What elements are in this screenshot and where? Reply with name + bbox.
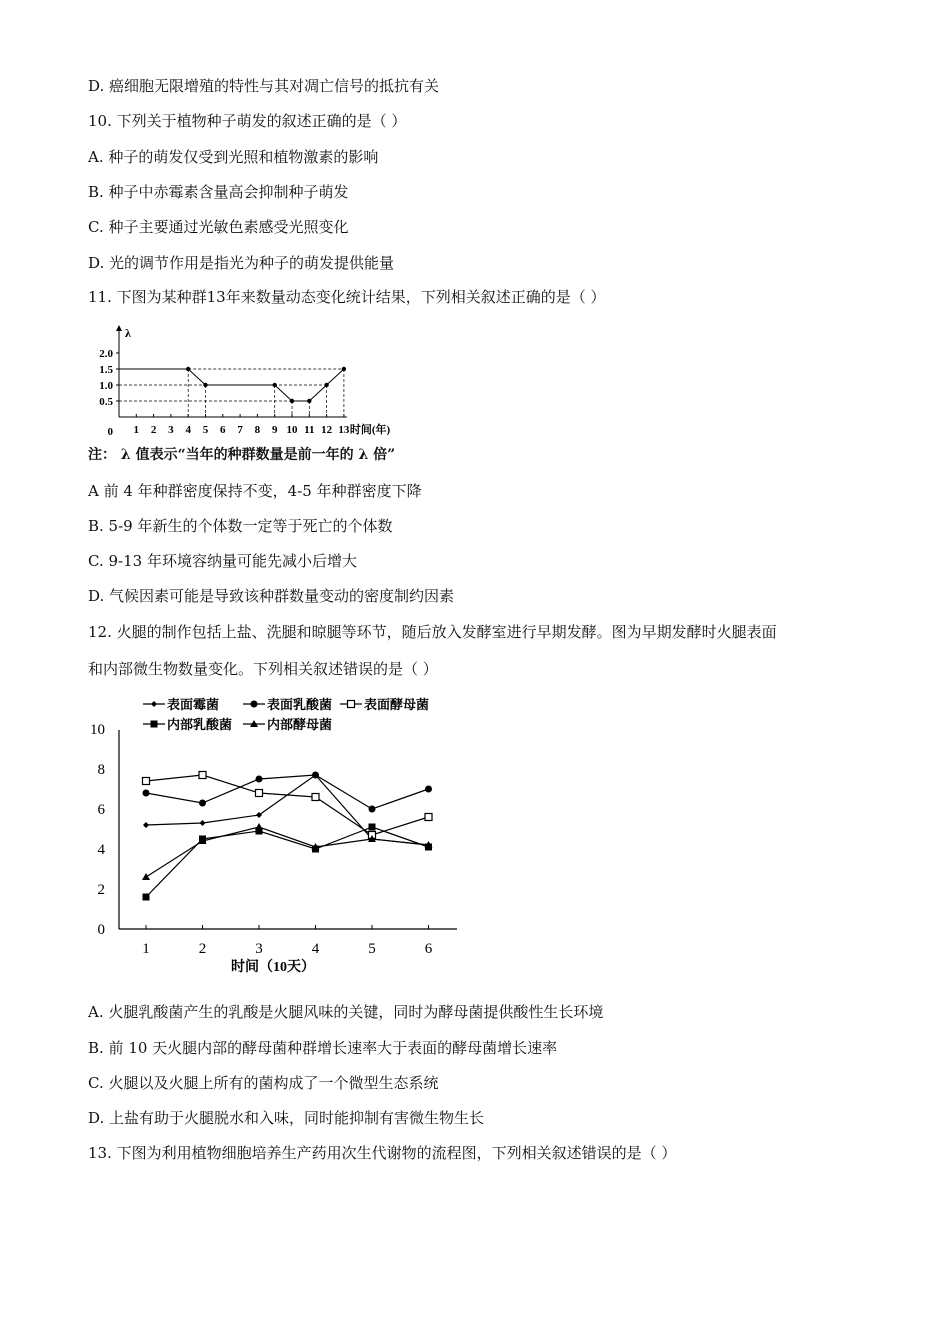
- x-tick-label: 1: [133, 424, 140, 436]
- x-tick-label: 1: [142, 941, 150, 957]
- y-tick-label: 0: [97, 922, 105, 938]
- x-tick-label: 3: [168, 424, 174, 436]
- q12-stem-line1: 12. 火腿的制作包括上盐、洗腿和晾腿等环节，随后放入发酵室进行早期发酵。图为早期发酵时火腿表面: [88, 623, 777, 641]
- q11-option-d: D. 气候因素可能是导致该种群数量变动的密度制约因素: [88, 587, 455, 605]
- lambda-point: [307, 399, 311, 403]
- lambda-point: [342, 367, 346, 371]
- surface-yeast-point: [143, 778, 150, 785]
- x-tick-label: 6: [424, 941, 433, 957]
- x-tick-label: 2: [198, 941, 207, 957]
- microbe-chart: [85, 690, 475, 980]
- y-tick-label: 1.5: [99, 364, 113, 376]
- surface-lactobacillus-point: [199, 800, 206, 807]
- inner-yeast-line: [146, 827, 429, 877]
- q12-option-c: C. 火腿以及火腿上所有的菌构成了一个微型生态系统: [88, 1074, 439, 1092]
- x-tick-label: 12: [321, 424, 333, 436]
- x-tick-label: 11: [304, 424, 315, 436]
- x-tick-label: 9: [271, 424, 278, 436]
- legend-label: 内部酵母菌: [267, 717, 333, 732]
- surface-mold-point: [151, 701, 157, 707]
- legend-label: 内部乳酸菌: [167, 717, 233, 732]
- q10-option-d: D. 光的调节作用是指光为种子的萌发提供能量: [88, 254, 395, 272]
- y-axis-label: λ: [125, 326, 131, 340]
- q11-option-c: C. 9-13 年环境容纳量可能先减小后增大: [88, 552, 357, 570]
- x-tick-label: 4: [185, 424, 191, 436]
- q12-option-d: D. 上盐有助于火腿脱水和入味，同时能抑制有害微生物生长: [88, 1109, 485, 1127]
- lambda-point: [186, 367, 190, 371]
- surface-yeast-line: [146, 775, 429, 835]
- y-tick-label: 2.0: [99, 348, 113, 360]
- y-tick-label: 10: [90, 722, 105, 738]
- q12-stem-line2: 和内部微生物数量变化。下列相关叙述错误的是（ ）: [88, 660, 438, 678]
- y-tick-label: 6: [97, 802, 105, 818]
- x-axis-label: 时间（10天）: [231, 960, 315, 975]
- q9-option-d: D. 癌细胞无限增殖的特性与其对凋亡信号的抵抗有关: [88, 77, 440, 95]
- inner-lactobacillus-point: [151, 721, 158, 728]
- surface-yeast-point: [348, 701, 355, 708]
- origin-label: 0: [107, 426, 113, 438]
- inner-yeast-point: [142, 873, 150, 880]
- q13-stem: 13. 下图为利用植物细胞培养生产药用次生代谢物的流程图，下列相关叙述错误的是（ ）: [88, 1144, 677, 1162]
- inner-lactobacillus-point: [369, 824, 376, 831]
- surface-lactobacillus-point: [251, 701, 258, 708]
- y-tick-label: 0.5: [99, 396, 113, 408]
- surface-mold-point: [143, 822, 149, 828]
- q11-stem: 11. 下图为某种群13年来数量动态变化统计结果，下列相关叙述正确的是（ ）: [88, 288, 606, 306]
- surface-lactobacillus-point: [143, 790, 150, 797]
- y-tick-label: 2: [97, 882, 105, 898]
- q12-option-b: B. 前 10 天火腿内部的酵母菌种群增长速率大于表面的酵母菌增长速率: [88, 1039, 558, 1057]
- surface-mold-line: [146, 775, 429, 845]
- surface-mold-point: [200, 820, 206, 826]
- x-tick-label: 13: [338, 424, 350, 436]
- x-tick-label: 5: [202, 424, 209, 436]
- legend-label: 表面霉菌: [167, 697, 220, 712]
- q10-option-c: C. 种子主要通过光敏色素感受光照变化: [88, 218, 349, 236]
- lambda-point: [290, 399, 294, 403]
- q10-option-a: A. 种子的萌发仅受到光照和植物激素的影响: [88, 148, 379, 166]
- x-tick-label: 4: [311, 941, 320, 957]
- x-tick-label: 6: [220, 424, 226, 436]
- x-axis-label: 时间(年): [349, 424, 391, 436]
- surface-lactobacillus-point: [369, 806, 376, 813]
- x-tick-label: 8: [254, 424, 261, 436]
- y-tick-label: 8: [97, 762, 105, 778]
- inner-lactobacillus-point: [143, 894, 150, 901]
- y-tick-label: 4: [97, 842, 105, 858]
- q10-stem: 10. 下列关于植物种子萌发的叙述正确的是（ ）: [88, 112, 407, 130]
- surface-yeast-point: [312, 794, 319, 801]
- legend-label: 表面乳酸菌: [267, 697, 333, 712]
- surface-yeast-point: [425, 814, 432, 821]
- x-tick-label: 2: [150, 424, 157, 436]
- lambda-point: [203, 383, 207, 387]
- surface-lactobacillus-line: [146, 775, 429, 809]
- q10-option-b: B. 种子中赤霉素含量高会抑制种子萌发: [88, 183, 349, 201]
- inner-yeast-point: [255, 823, 263, 830]
- x-tick-label: 3: [255, 941, 263, 957]
- surface-lactobacillus-point: [425, 786, 432, 793]
- lambda-chart: [85, 322, 445, 442]
- q11-option-b: B. 5-9 年新生的个体数一定等于死亡的个体数: [88, 517, 393, 535]
- lambda-point: [324, 383, 328, 387]
- y-tick-label: 1.0: [99, 380, 113, 392]
- legend-label: 表面酵母菌: [364, 697, 430, 712]
- surface-yeast-point: [256, 790, 263, 797]
- q11-option-a: A 前 4 年种群密度保持不变，4-5 年种群密度下降: [88, 482, 422, 500]
- x-tick-label: 10: [286, 424, 298, 436]
- surface-lactobacillus-point: [312, 772, 319, 779]
- y-axis-arrow-icon: [116, 325, 122, 331]
- surface-lactobacillus-point: [256, 776, 263, 783]
- q12-option-a: A. 火腿乳酸菌产生的乳酸是火腿风味的关键，同时为酵母菌提供酸性生长环境: [88, 1003, 604, 1021]
- x-tick-label: 5: [368, 941, 376, 957]
- q11-note: 注： λ 值表示“当年的种群数量是前一年的 λ 倍”: [88, 447, 396, 463]
- x-tick-label: 7: [237, 424, 243, 436]
- surface-yeast-point: [199, 772, 206, 779]
- lambda-point: [273, 383, 277, 387]
